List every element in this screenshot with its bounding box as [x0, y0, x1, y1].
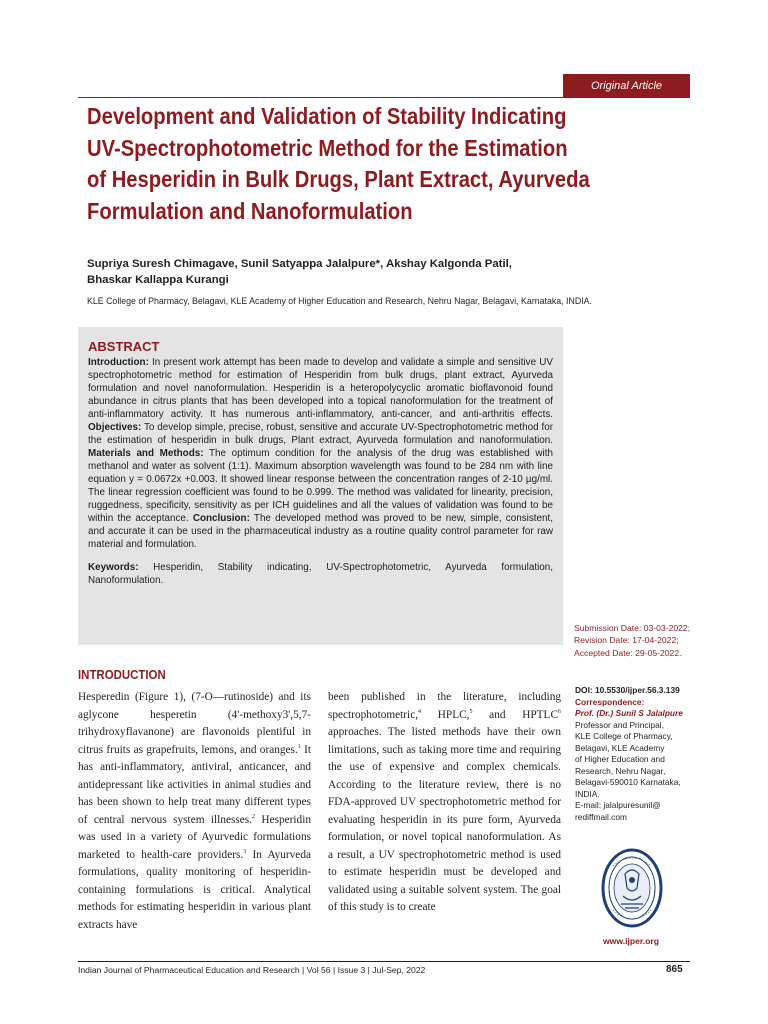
page-number: 865	[666, 964, 683, 975]
intro-text: In present work attempt has been made to develop and validate a simple and sensitive UV spectrophotometric method for estimation of Hesperidin from bulk drugs, plant extract, Ayurveda formulation and novel nanoformulation. Hesperidin is a heteropolycyclic aromatic bioflavonoid found abundance in citrus plants that has been developed into a topical nanoformulation for the treatment of anti-inflammatory activity. It has numerous anti-inflammatory, anti-cancer, and anti-arthritis effects.	[88, 357, 553, 420]
conclusion-text: The developed method was proved to be new, simple, consistent, and accurate it can be used in the pharmaceutical industry as a routine quality control parameter for raw material and formulation.	[88, 513, 553, 550]
header-rule	[78, 97, 690, 98]
authors-line-1: Supriya Suresh Chimagave, Sunil Satyappa Jalalpure*, Akshay Kalgonda Patil,	[87, 258, 512, 270]
revision-date: Revision Date: 17-04-2022;	[574, 635, 679, 646]
correspondence-heading: Correspondence:	[575, 696, 645, 707]
doi: DOI: 10.5530/ijper.56.3.139	[575, 685, 680, 695]
body-text: Hesperedin (Figure 1), (7-O—rutinoside) and its aglycone hesperetin (4'-methoxy3',5,7-trihydroxyflavanone) are flavonoids plentiful in citrus fruits as grapefruits, lemons, and oranges.	[78, 691, 311, 756]
citation: 2	[252, 813, 256, 820]
intro-label: Introduction:	[88, 357, 149, 368]
introduction-heading: INTRODUCTION	[78, 667, 166, 682]
citation: 5	[469, 708, 473, 715]
body-text: been published in the literature, including spectrophotometric,	[328, 691, 561, 721]
abstract-box	[78, 327, 563, 645]
journal-seal-logo	[601, 848, 663, 932]
keywords-text: Hesperidin, Stability indicating, UV-Spectrophotometric, Ayurveda formulation, Nanoformulation.	[88, 562, 553, 586]
article-title	[87, 101, 689, 227]
title-line-4: Formulation and Nanoformulation	[87, 197, 413, 224]
correspondence-name: Prof. (Dr.) Sunil S Jalalpure	[575, 708, 683, 718]
objectives-label: Objectives:	[88, 422, 142, 433]
address-line: KLE College of Pharmacy,	[575, 731, 673, 741]
conclusion-label: Conclusion:	[192, 513, 250, 524]
journal-website: www.ijper.org	[603, 936, 660, 946]
body-text: HPLC,	[421, 708, 470, 721]
address-line: Belagavi-590010 Karnataka,	[575, 777, 681, 787]
address-line: Belagavi, KLE Academy	[575, 742, 665, 753]
authors-line-2: Bhaskar Kallappa Kurangi	[87, 274, 229, 286]
footer-rule	[78, 961, 690, 962]
author-list	[87, 256, 647, 288]
citation: 6	[558, 708, 561, 715]
submission-date: Submission Date: 03-03-2022;	[574, 623, 691, 633]
keywords-label: Keywords:	[88, 562, 139, 573]
objectives-text: To develop simple, precise, robust, sensitive and accurate UV-Spectrophotometric method for the estimation of hesperidin in bulk drugs, Plant extract, Ayurveda formulation and nanoformulation.	[88, 422, 553, 446]
email-line: E-mail: jalalpuresunil@	[575, 800, 661, 810]
body-text: Hesperidin was used in a variety of Ayurvedic formulations marketed to health-care providers.	[78, 813, 311, 861]
address-line: INDIA.	[575, 788, 600, 799]
citation: 4	[418, 708, 422, 715]
methods-text: The optimum condition for the analysis of the drug was established with methanol and water as solvent (1:1). Maximum absorption wavelength was found to be 284 nm with line equation y = 0.0672x +0.003. It showed linear response between the concentration ranges of 2-10 µg/ml. The linear regression coefficient was found to be 0.999. The method was validated for linearity, precision, ruggedness, specificity, sensitivity as per ICH guidelines and all the values of validation was found to be within the acceptance.	[88, 448, 553, 524]
body-text: It has anti-inflammatory, antiviral, anticancer, and antidepressant like activities in animal studies and has been shown to help treat many different types of central nervous system illnesses.	[78, 743, 312, 826]
keywords	[88, 561, 553, 587]
citation: 3	[243, 848, 247, 855]
abstract-body	[88, 356, 553, 551]
email-line: rediffmail.com	[575, 811, 627, 822]
article-type-badge: Original Article	[563, 74, 690, 97]
address-line: Professor and Principal,	[575, 719, 664, 730]
body-text: In Ayurveda formulations, quality monitoring of hesperidin-containing formulations is critical. Analytical methods for estimating hesperidin in various plant extracts have	[78, 848, 311, 931]
journal-citation-footer: Indian Journal of Pharmaceutical Education and Research | Vol 56 | Issue 3 | Jul-Sep, 2022	[78, 965, 426, 975]
abstract-heading: ABSTRACT	[88, 339, 160, 354]
title-line-1: Development and Validation of Stability Indicating	[87, 103, 567, 129]
methods-label: Materials and Methods:	[88, 448, 204, 459]
body-text: and HPTLC	[472, 708, 558, 721]
title-line-3: of Hesperidin in Bulk Drugs, Plant Extract, Ayurveda	[87, 166, 590, 192]
article-dates	[574, 622, 704, 659]
accepted-date: Accepted Date: 29-05-2022.	[574, 647, 682, 658]
title-line-2: UV-Spectrophotometric Method for the Estimation	[87, 134, 568, 161]
address-line: of Higher Education and	[575, 754, 665, 764]
correspondence-sidebar	[575, 685, 695, 823]
body-column-right	[328, 689, 561, 917]
body-text: approaches. The listed methods have their own limitations, such as taking more time and requiring the use of expensive and complex chemicals. According to the literature review, there is no FDA-approved UV spectrophotometric method for evaluating hesperidin in its pure form, Ayurveda formulation, or novel topical nanoformulation. As a result, a UV spectrophotometric method is used to estimate hesperidin must be developed and validated using a suitable solvent system. The goal of this study is to create	[328, 726, 561, 913]
address-line: Research, Nehru Nagar,	[575, 765, 666, 776]
body-column-left	[78, 689, 311, 934]
affiliation: KLE College of Pharmacy, Belagavi, KLE Academy of Higher Education and Research, Nehru Nagar, Belagavi, Karnataka, INDIA.	[87, 296, 592, 306]
citation: 1	[297, 743, 301, 750]
